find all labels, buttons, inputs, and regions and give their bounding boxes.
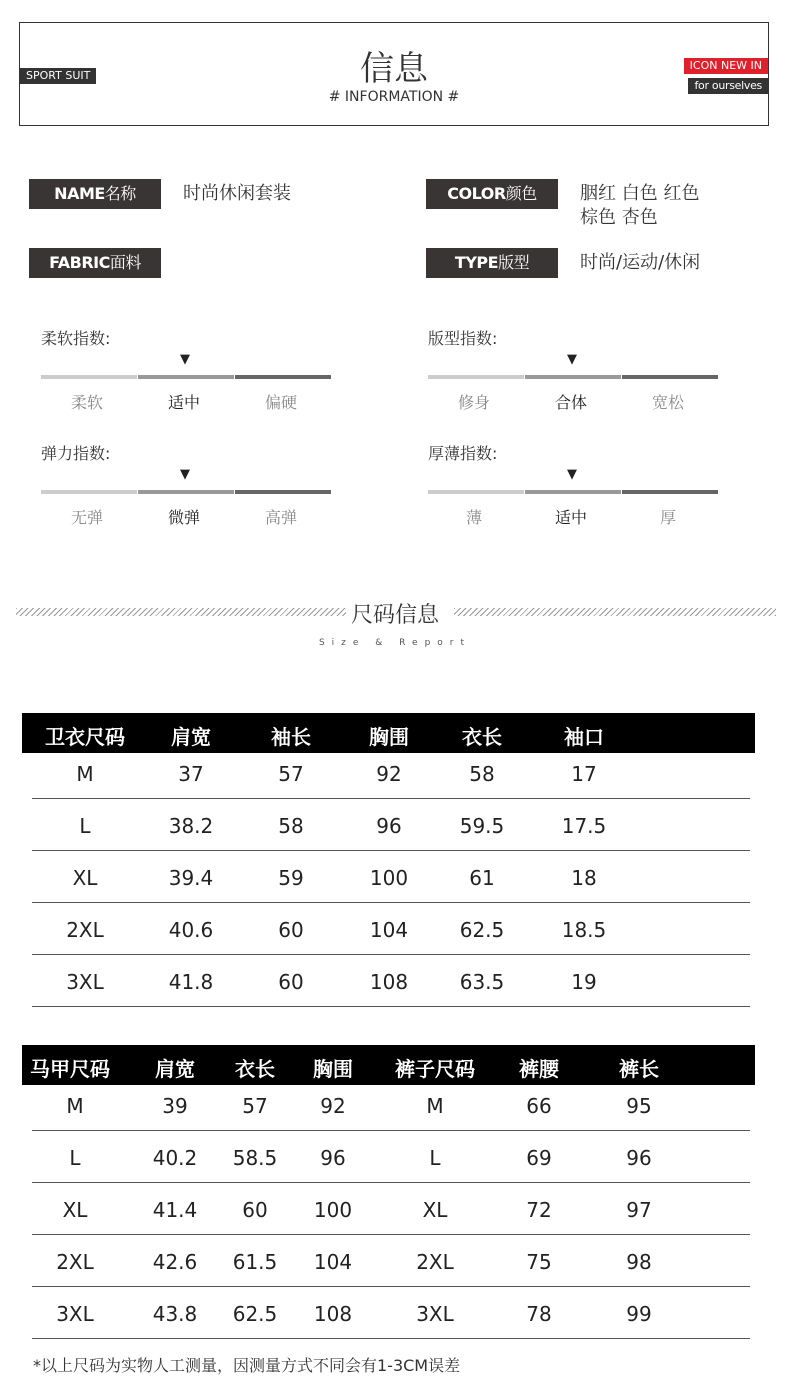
index-option: 宽松	[651, 393, 684, 412]
row-divider	[32, 1286, 750, 1287]
index-option: 适中	[554, 508, 587, 527]
table-row	[0, 857, 790, 909]
table-cell: 58	[278, 814, 304, 838]
index-indicator-icon: ▼	[180, 467, 190, 482]
table-cell: 2XL	[66, 918, 104, 942]
table-header-cell: 衣长	[462, 725, 502, 749]
page-title: 信息	[360, 49, 428, 89]
color-value-line2: 棕色 杏色	[580, 207, 658, 228]
table-cell: 62.5	[459, 918, 505, 942]
table-cell: 17.5	[561, 814, 607, 838]
row-divider	[32, 1130, 750, 1131]
row-divider	[32, 850, 750, 851]
table-cell: 43.8	[152, 1302, 198, 1326]
fabric-tag-en: FABRIC	[49, 253, 110, 272]
table-cell: 99	[626, 1302, 652, 1326]
color-tag-en: COLOR	[447, 184, 506, 203]
table-cell: 59.5	[459, 814, 505, 838]
index-bar-segment	[525, 490, 621, 494]
table-cell: 2XL	[416, 1250, 454, 1274]
table-cell: 100	[369, 866, 409, 890]
row-divider	[32, 954, 750, 955]
fabric-tag-cn: 面料	[109, 253, 141, 272]
table-header	[22, 713, 755, 753]
color-value-line1: 胭红 白色 红色	[580, 183, 700, 204]
color-tag-cn: 颜色	[505, 184, 537, 203]
table-row	[0, 961, 790, 1013]
table-header-cell: 衣长	[235, 1057, 275, 1081]
measurement-footnote: *以上尺码为实物人工测量，因测量方式不同会有1-3CM误差	[33, 1356, 461, 1375]
color-tag	[426, 179, 558, 209]
table-row	[0, 753, 790, 805]
table-cell: 98	[626, 1250, 652, 1274]
index-bar-segment	[428, 490, 524, 494]
for-ourselves-tag: for ourselves	[688, 78, 768, 94]
table-cell: 19	[571, 970, 597, 994]
table-cell: 69	[526, 1146, 552, 1170]
table-cell: 95	[626, 1094, 652, 1118]
row-divider	[32, 1006, 750, 1007]
table-cell: L	[69, 1146, 81, 1170]
header-box	[19, 22, 769, 126]
index-bar-segment	[41, 490, 137, 494]
name-tag-en: NAME	[54, 184, 105, 203]
index-option: 偏硬	[264, 393, 297, 412]
index-bar-segment	[622, 490, 718, 494]
page-subtitle: # INFORMATION #	[328, 89, 460, 105]
row-divider	[32, 1338, 750, 1339]
index-option: 无弹	[70, 508, 103, 527]
table-cell: 39.4	[168, 866, 214, 890]
table-header-cell: 肩宽	[155, 1057, 195, 1081]
table-cell: 3XL	[66, 970, 104, 994]
index-bar-segment	[41, 375, 137, 379]
table-cell: 42.6	[152, 1250, 198, 1274]
table-row	[0, 1293, 790, 1345]
table-cell: 57	[278, 762, 304, 786]
index-label: 版型指数:	[428, 329, 498, 348]
table-cell: 61	[469, 866, 495, 890]
index-option: 薄	[465, 508, 482, 527]
table-cell: XL	[72, 866, 98, 890]
table-header-cell: 卫衣尺码	[45, 725, 125, 749]
index-option: 适中	[167, 393, 200, 412]
icon-new-in-tag: ICON NEW IN	[684, 58, 768, 74]
table-cell: 78	[526, 1302, 552, 1326]
table-cell: 41.8	[168, 970, 214, 994]
table-cell: 100	[313, 1198, 353, 1222]
table-cell: M	[66, 1094, 84, 1118]
table-cell: 72	[526, 1198, 552, 1222]
table-cell: 58	[469, 762, 495, 786]
index-option: 柔软	[70, 393, 103, 412]
table-cell: 97	[626, 1198, 652, 1222]
index-option: 微弹	[167, 508, 200, 527]
table-cell: XL	[62, 1198, 88, 1222]
table-header-cell: 袖口	[564, 725, 604, 749]
index-option: 修身	[457, 393, 490, 412]
table-header-cell: 胸围	[313, 1057, 353, 1081]
index-indicator-icon: ▼	[567, 467, 577, 482]
index-bar-segment	[235, 375, 331, 379]
table-cell: 60	[278, 970, 304, 994]
type-tag-en: TYPE	[454, 253, 499, 272]
size-section-title: 尺码信息	[350, 603, 439, 628]
index-bar-segment	[428, 375, 524, 379]
table-cell: 104	[313, 1250, 353, 1274]
row-divider	[32, 798, 750, 799]
table-cell: 60	[242, 1198, 268, 1222]
table-cell: 62.5	[232, 1302, 278, 1326]
row-divider	[32, 1182, 750, 1183]
table-cell: M	[426, 1094, 444, 1118]
size-section-subtitle: Size & Report	[318, 638, 472, 648]
table-cell: 58.5	[232, 1146, 278, 1170]
index-indicator-icon: ▼	[180, 352, 190, 367]
table-cell: 38.2	[168, 814, 214, 838]
table-header	[22, 1045, 755, 1085]
type-value: 时尚/运动/休闲	[580, 252, 701, 273]
table-header-cell: 裤子尺码	[395, 1057, 475, 1081]
table-row	[0, 1085, 790, 1137]
table-cell: 2XL	[56, 1250, 94, 1274]
name-tag	[29, 179, 161, 209]
table-row	[0, 1137, 790, 1189]
index-option: 合体	[554, 393, 587, 412]
table-cell: 57	[242, 1094, 268, 1118]
row-divider	[32, 1234, 750, 1235]
table-cell: 108	[369, 970, 409, 994]
table-cell: 104	[369, 918, 409, 942]
table-cell: 40.2	[152, 1146, 198, 1170]
table-cell: 108	[313, 1302, 353, 1326]
fabric-tag	[29, 248, 161, 278]
table-cell: M	[76, 762, 94, 786]
table-cell: 17	[571, 762, 597, 786]
table-header-cell: 袖长	[271, 725, 311, 749]
table-cell: 3XL	[56, 1302, 94, 1326]
table-cell: 92	[376, 762, 402, 786]
name-tag-cn: 名称	[104, 184, 136, 203]
table-cell: 61.5	[232, 1250, 278, 1274]
table-header-cell: 肩宽	[171, 725, 211, 749]
table-cell: 18.5	[561, 918, 607, 942]
table-header-cell: 裤腰	[519, 1057, 559, 1081]
table-row	[0, 909, 790, 961]
table-cell: 3XL	[416, 1302, 454, 1326]
type-tag-cn: 版型	[498, 253, 530, 272]
table-cell: XL	[422, 1198, 448, 1222]
table-row	[0, 805, 790, 857]
table-row	[0, 1241, 790, 1293]
index-bar-segment	[138, 375, 234, 379]
index-label: 弹力指数:	[41, 444, 111, 463]
table-cell: 37	[178, 762, 204, 786]
index-bar-segment	[138, 490, 234, 494]
table-cell: 66	[526, 1094, 552, 1118]
index-label: 厚薄指数:	[428, 444, 498, 463]
table-cell: 96	[376, 814, 402, 838]
index-bar-segment	[525, 375, 621, 379]
table-cell: 96	[626, 1146, 652, 1170]
table-cell: 63.5	[459, 970, 505, 994]
table-cell: 39	[162, 1094, 188, 1118]
table-header-cell: 裤长	[619, 1057, 659, 1081]
table-cell: 18	[571, 866, 597, 890]
type-tag	[426, 248, 558, 278]
index-label: 柔软指数:	[41, 329, 111, 348]
index-bar-segment	[622, 375, 718, 379]
name-value: 时尚休闲套装	[183, 183, 291, 204]
table-cell: 92	[320, 1094, 346, 1118]
table-cell: L	[79, 814, 91, 838]
sport-suit-tag: SPORT SUIT	[20, 68, 96, 84]
table-cell: 40.6	[168, 918, 214, 942]
table-cell: 75	[526, 1250, 552, 1274]
index-option: 厚	[659, 508, 676, 527]
row-divider	[32, 902, 750, 903]
index-indicator-icon: ▼	[567, 352, 577, 367]
index-bar-segment	[235, 490, 331, 494]
table-header-cell: 胸围	[369, 725, 409, 749]
table-cell: 41.4	[152, 1198, 198, 1222]
index-option: 高弹	[264, 508, 297, 527]
table-cell: 59	[278, 866, 304, 890]
table-cell: 60	[278, 918, 304, 942]
table-cell: 96	[320, 1146, 346, 1170]
table-row	[0, 1189, 790, 1241]
table-cell: L	[429, 1146, 441, 1170]
table-header-cell: 马甲尺码	[30, 1057, 110, 1081]
